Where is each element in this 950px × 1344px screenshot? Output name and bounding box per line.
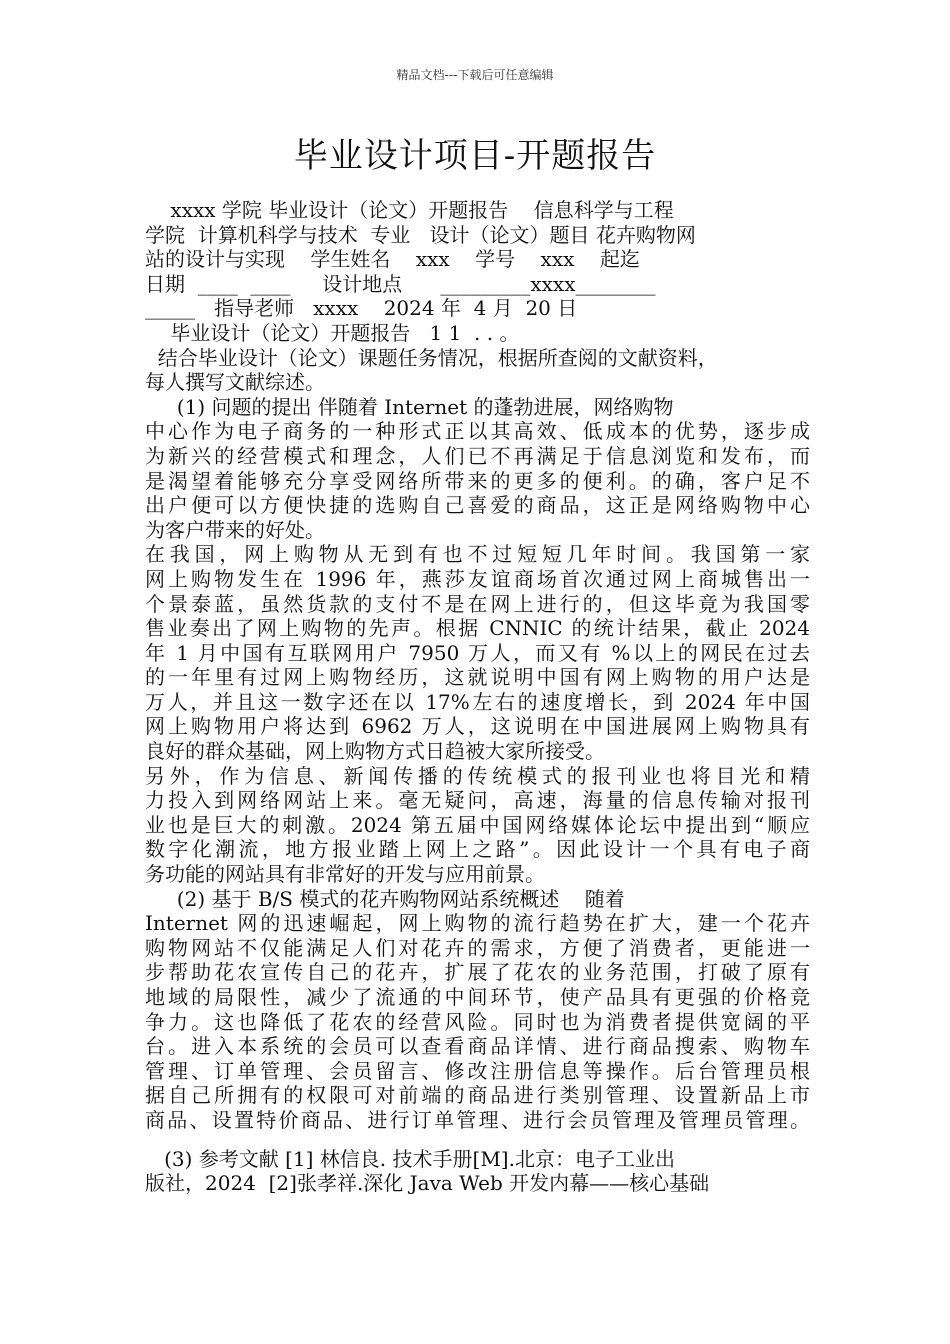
text-line: 中心作为电子商务的一种形式正以其高效、低成本的优势，逐步成 (145, 419, 810, 444)
text-line: 网上购物用户将达到 6962 万人，这说明在中国进展网上购物具有 (145, 714, 810, 739)
page-header: 精品文档---下载后可任意编辑 (396, 68, 554, 82)
text-line: 学院 计算机科学与技术 专业 设计（论文）题目 花卉购物网 (145, 222, 696, 247)
text-line: 良好的群众基础，网上购物方式日趋被大家所接受。 (145, 739, 605, 764)
text-line: 力投入到网络网站上来。毫无疑问，高速，海量的信息传输对报刊 (145, 788, 810, 813)
text-line: 据自己所拥有的权限可对前端的商品进行类别管理、设置新品上市 (145, 1083, 810, 1108)
document-body (145, 198, 810, 1196)
text-line: 管理、订单管理、会员留言、修改注册信息等操作。后台管理员根 (145, 1058, 810, 1083)
text-line: 务功能的网站具有非常好的开发与应用前景。 (145, 862, 545, 887)
text-line: 个景泰蓝，虽然货款的支付不是在网上进行的，但这毕竟为我国零 (145, 591, 810, 616)
text-line: (1) 问题的提出 伴随着 Internet 的蓬勃进展，网络购物 (145, 394, 674, 419)
document-title: 毕业设计项目-开题报告 (293, 136, 657, 176)
text-line: 商品、设置特价商品、进行订单管理、进行会员管理及管理员管理。 (145, 1107, 810, 1132)
text-line: 每人撰写文献综述。 (145, 370, 325, 395)
text-line: 数字化潮流，地方报业踏上网上之路”。因此设计一个具有电子商 (145, 837, 810, 862)
paragraph-gap (145, 1133, 810, 1147)
text-line: 争力。这也降低了花农的经营风险。同时也为消费者提供宽阔的平 (145, 1009, 810, 1034)
text-line: 是渴望着能够充分享受网络所带来的更多的便利。的确，客户足不 (145, 468, 810, 493)
text-line: (3) 参考文献 [1] 林信良. 技术手册[M].北京：电子工业出 (145, 1146, 675, 1171)
text-line: 在我国，网上购物从无到有也不过短短几年时间。我国第一家 (145, 542, 810, 567)
text-line: 为客户带来的好处。 (145, 517, 325, 542)
text-line: _____ 指导老师 xxxx 2024 年 4 月 20 日 (145, 296, 578, 321)
text-line: 售业奏出了网上购物的先声。根据 CNNIC 的统计结果，截止 2024 (145, 616, 810, 641)
text-line: 日期 ____ ____ 设计地点 _________xxxx________ (145, 271, 656, 296)
text-line: 业也是巨大的刺激。2024 第五届中国网络媒体论坛中提出到“顺应 (145, 812, 810, 837)
text-line: 出户便可以方便快捷的选购自己喜爱的商品，这正是网络购物中心 (145, 493, 810, 518)
text-line: 万人，并且这一数字还在以 17%左右的速度增长，到 2024 年中国 (145, 689, 810, 714)
text-line: 购物网站不仅能满足人们对花卉的需求，方便了消费者，更能进一 (145, 935, 810, 960)
text-line: Internet 网的迅速崛起，网上购物的流行趋势在扩大，建一个花卉 (145, 911, 810, 936)
text-line: 网上购物发生在 1996 年，燕莎友谊商场首次通过网上商城售出一 (145, 566, 810, 591)
text-line: xxxx 学院 毕业设计（论文）开题报告 信息科学与工程 (145, 198, 674, 222)
text-line: 步帮助花农宣传自己的花卉，扩展了花农的业务范围，打破了原有 (145, 960, 810, 985)
text-line: 年 1 月中国有互联网用户 7950 万人，而又有 %以上的网民在过去 (145, 640, 810, 665)
text-line: 版社，2024 [2]张孝祥.深化 Java Web 开发内幕——核心基础 (145, 1171, 710, 1196)
text-line: 结合毕业设计（论文）课题任务情况，根据所查阅的文献资料， (145, 345, 718, 370)
text-line: 另外，作为信息、新闻传播的传统模式的报刊业也将目光和精 (145, 763, 810, 788)
text-line: 的一年里有过网上购物经历，这就说明中国有网上购物的用户达是 (145, 665, 810, 690)
text-line: 为新兴的经营模式和理念，人们已不再满足于信息浏览和发布，而 (145, 443, 810, 468)
text-line: (2) 基于 B/S 模式的花卉购物网站系统概述 随着 (145, 886, 625, 911)
text-line: 台。进入本系统的会员可以查看商品详情、进行商品搜索、购物车 (145, 1034, 810, 1059)
text-line: 毕业设计（论文）开题报告 1 1 . . 。 (145, 320, 520, 345)
text-line: 地域的局限性，减少了流通的中间环节，使产品具有更强的价格竞 (145, 985, 810, 1009)
text-line: 站的设计与实现 学生姓名 xxx 学号 xxx 起迄 (145, 247, 640, 272)
